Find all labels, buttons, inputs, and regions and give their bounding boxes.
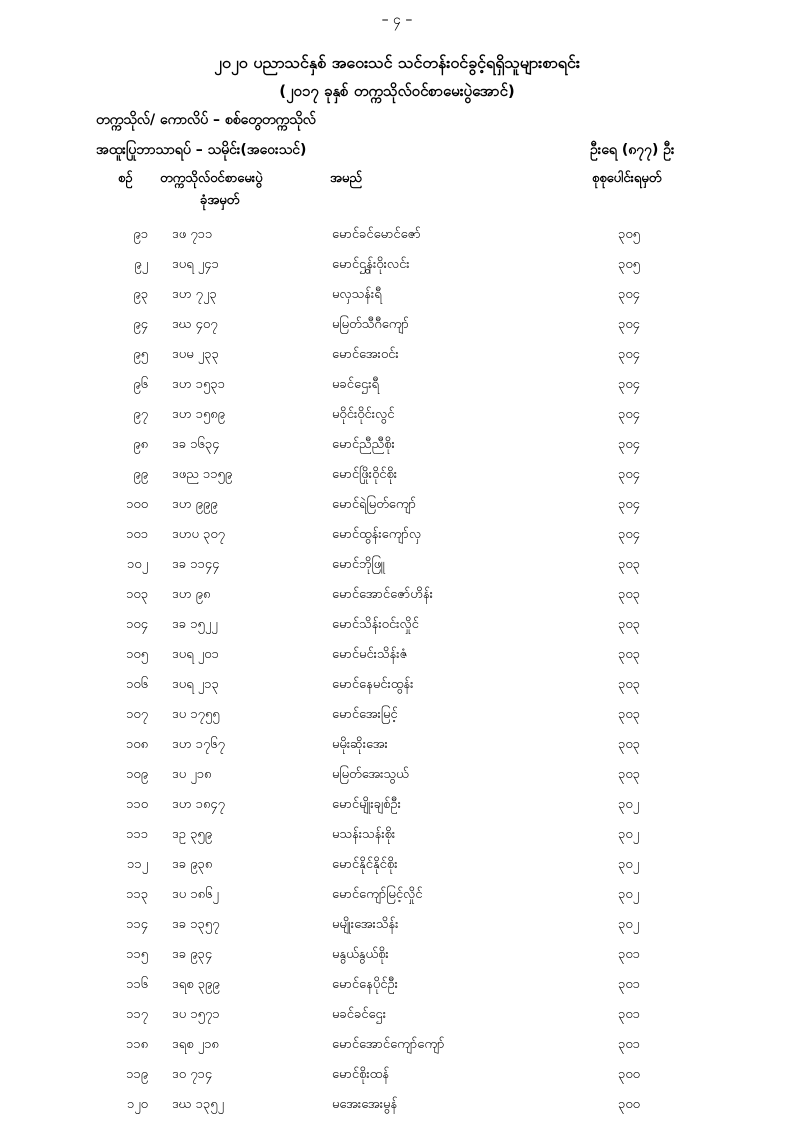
- table-row: [0, 732, 794, 762]
- total-marks: ၃၀၃: [618, 617, 640, 632]
- roll-number: ဒရစ ၃၉၉: [172, 977, 220, 992]
- table-row: [0, 1032, 794, 1062]
- row-number: ၉၂: [134, 257, 148, 272]
- row-number: ၁၀၄: [126, 617, 148, 632]
- table-row: [0, 342, 794, 372]
- table-row: [0, 252, 794, 282]
- total-marks: ၃၀၁: [618, 977, 640, 992]
- student-name: မခင်ခင်ဌေး: [332, 1007, 387, 1022]
- table-row: [0, 642, 794, 672]
- student-name: မအေးအေးမွန်: [332, 1097, 398, 1112]
- table-row: [0, 672, 794, 702]
- roll-number: ဒပ ၂၁၈: [172, 767, 212, 782]
- table-row: [0, 822, 794, 852]
- student-name: မောင်နိုင်နိုင်စိုး: [332, 857, 398, 872]
- total-marks: ၃၀၃: [618, 767, 640, 782]
- roll-number: ဒခ ၉၃၄: [172, 947, 213, 962]
- table-row: [0, 402, 794, 432]
- total-marks: ၃၀၂: [618, 857, 640, 872]
- student-name: မမြတ်အေးသွယ်: [332, 767, 409, 782]
- total-marks: ၃၀၃: [618, 707, 640, 722]
- roll-number: ဒဖည ၁၁၅၉: [172, 467, 233, 482]
- student-name: မောင်အေးဝင်း: [332, 347, 399, 362]
- table-row: [0, 762, 794, 792]
- headcount-line: ဦးရေ (၈၇၇) ဦး: [590, 142, 675, 158]
- roll-number: ဒရစ ၂၁၈: [172, 1037, 219, 1052]
- table-row: [0, 222, 794, 252]
- student-name: မောင်ရဲမြတ်ကျော်: [332, 497, 416, 512]
- row-number: ၁၁၉: [126, 1067, 148, 1082]
- roll-number: ဒဥ ၃၅၉: [172, 827, 213, 842]
- student-name: မနွယ်နွယ်စိုး: [332, 947, 389, 962]
- total-marks: ၃၀၃: [618, 587, 640, 602]
- student-name: မောင်ဌွန်းဝိုးလင်း: [332, 257, 410, 272]
- total-marks: ၃၀၂: [618, 797, 640, 812]
- roll-number: ဒပ ၁၅၇၁: [172, 1007, 220, 1022]
- roll-number: ဒပ ၁၇၅၅: [172, 707, 220, 722]
- student-name: မလှသန်းရီ: [332, 287, 382, 302]
- roll-number: ဒဟ ၇၂၃: [172, 287, 217, 302]
- row-number: ၁၀၈: [125, 737, 148, 752]
- total-marks: ၃၀၄: [618, 497, 640, 512]
- table-row: [0, 522, 794, 552]
- roll-number: ဒဃ ၁၃၅၂: [172, 1097, 224, 1112]
- header-no: စဉ်: [118, 171, 133, 186]
- table-row: [0, 1092, 794, 1122]
- student-name: မဝိုင်းဝိုင်းလွင်: [332, 407, 395, 422]
- row-number: ၁၁၄: [126, 917, 148, 932]
- table-row: [0, 462, 794, 492]
- header-roll-number: တက္ကသိုလ်ဝင်စာမေးပွဲ: [160, 171, 263, 186]
- roll-number: ဒဟ ၉၈: [172, 587, 211, 602]
- roll-number: ဒဃ ၄၀၇: [172, 317, 218, 332]
- total-marks: ၃၀၀: [618, 1067, 640, 1082]
- row-number: ၁၁၀: [126, 797, 148, 812]
- roll-number: ဒပမ ၂၃၃: [172, 347, 219, 362]
- total-marks: ၃၀၂: [618, 887, 640, 902]
- header-roll-number-line2: ခုံအမှတ်: [200, 193, 240, 208]
- table-row: [0, 852, 794, 882]
- student-name: မသန်းသန်းစိုး: [332, 827, 396, 842]
- table-row: [0, 972, 794, 1002]
- table-row: [0, 1002, 794, 1032]
- student-name: မောင်ကျော်မြင့်လှိုင်: [332, 887, 423, 902]
- roll-number: ဒဟ ၉၉၉: [172, 497, 218, 512]
- row-number: ၁၁၃: [126, 887, 148, 902]
- row-number: ၁၀၂: [126, 557, 148, 572]
- total-marks: ၃၀၄: [618, 317, 640, 332]
- results-table: [0, 222, 794, 1122]
- row-number: ၁၁၈: [125, 1037, 148, 1052]
- total-marks: ၃၀၁: [618, 947, 640, 962]
- student-name: မောင်မင်းသိန်းဇံ: [332, 647, 408, 662]
- row-number: ၁၁၅: [126, 947, 148, 962]
- roll-number: ဒခ ၁၅၂၂: [172, 617, 218, 632]
- table-row: [0, 282, 794, 312]
- row-number: ၉၁: [133, 227, 148, 242]
- total-marks: ၃၀၄: [618, 347, 640, 362]
- total-marks: ၃၀၃: [618, 557, 640, 572]
- subject-group-line: အထူးပြုဘာသာရပ် – သမိုင်း(အဝေးသင်): [96, 142, 307, 158]
- roll-number: ဒပရ ၂၁၃: [172, 677, 219, 692]
- total-marks: ၃၀၃: [618, 647, 640, 662]
- table-row: [0, 552, 794, 582]
- total-marks: ၃၀၂: [618, 917, 640, 932]
- table-row: [0, 492, 794, 522]
- student-name: မောင်ဖြိုးဝိုင်စိုး: [332, 467, 398, 482]
- roll-number: ဒဟ ၁၅၈၉: [172, 407, 225, 422]
- page-number: – ၄ –: [381, 12, 413, 28]
- student-name: မမျိုးအေးသိန်း: [332, 917, 399, 932]
- student-name: မောင်ထွန်းကျော်လှ: [332, 527, 422, 542]
- total-marks: ၃၀၄: [618, 287, 640, 302]
- roll-number: ဒဟ ၁၅၃၁: [172, 377, 225, 392]
- header-name: အမည်: [330, 171, 362, 186]
- table-row: [0, 702, 794, 732]
- row-number: ၉၉: [133, 467, 148, 482]
- row-number: ၉၄: [133, 317, 148, 332]
- student-name: မောင်အောင်ကျော်ကျော်: [332, 1037, 445, 1052]
- header-total-marks: စုစုပေါင်းရမှတ်: [592, 171, 662, 186]
- table-row: [0, 612, 794, 642]
- table-row: [0, 912, 794, 942]
- student-name: မမြတ်သီဂီကျော်: [332, 317, 409, 332]
- roll-number: ဒဟပ ၃၀၇: [172, 527, 225, 542]
- roll-number: ဒပ ၁၈၆၂: [172, 887, 219, 902]
- table-row: [0, 432, 794, 462]
- student-name: မခင်ဌေးရီ: [332, 377, 379, 392]
- roll-number: ဒဟ ၁၇၆၇: [172, 737, 225, 752]
- roll-number: ဒခ ၁၃၅၇: [172, 917, 220, 932]
- row-number: ၁၀၀: [126, 497, 148, 512]
- row-number: ၁၂၀: [126, 1097, 148, 1112]
- row-number: ၉၃: [133, 287, 148, 302]
- document-subtitle: (၂၀၁၇ ခုနှစ် တက္ကသိုလ်ဝင်စာမေးပွဲအောင်): [279, 82, 515, 100]
- row-number: ၁၀၆: [126, 677, 148, 692]
- total-marks: ၃၀၄: [618, 407, 640, 422]
- row-number: ၁၁၁: [126, 827, 148, 842]
- table-row: [0, 1062, 794, 1092]
- row-number: ၉၅: [133, 347, 148, 362]
- student-name: မောင်ခင်မောင်ဇော်: [332, 227, 421, 242]
- row-number: ၁၁၇: [126, 1007, 148, 1022]
- roll-number: ဒခ ၁၁၄၄: [172, 557, 220, 572]
- table-row: [0, 882, 794, 912]
- student-name: မောင်နေမင်းထွန်း: [332, 677, 414, 692]
- student-name: မောင်နေပိုင်ဦး: [332, 977, 398, 992]
- row-number: ၁၁၂: [126, 857, 148, 872]
- student-name: မမိုးဆိုးအေး: [332, 737, 388, 752]
- total-marks: ၃၀၄: [618, 437, 640, 452]
- total-marks: ၃၀၄: [618, 377, 640, 392]
- total-marks: ၃၀၄: [618, 527, 640, 542]
- row-number: ၁၁၆: [126, 977, 148, 992]
- total-marks: ၃၀၃: [618, 677, 640, 692]
- roll-number: ဒပရ ၂၄၁: [172, 257, 219, 272]
- table-row: [0, 792, 794, 822]
- total-marks: ၃၀၅: [618, 257, 640, 272]
- student-name: မောင်အေးမြင့်: [332, 707, 398, 722]
- student-name: မောင်စိုးထန်: [332, 1067, 389, 1082]
- student-name: မောင်ညီညီစိုး: [332, 437, 395, 452]
- row-number: ၉၆: [133, 377, 148, 392]
- total-marks: ၃၀၁: [618, 1007, 640, 1022]
- total-marks: ၃၀၄: [618, 467, 640, 482]
- row-number: ၁၀၃: [126, 587, 148, 602]
- total-marks: ၃၀၅: [618, 227, 640, 242]
- student-name: မောင်မျိုးချစ်ဦး: [332, 797, 401, 812]
- university-line: တက္ကသိုလ်/ ကောလိပ် – စစ်တွေတက္ကသိုလ်: [96, 112, 316, 128]
- roll-number: ဒခ ၉၃၈: [172, 857, 213, 872]
- row-number: ၁၀၇: [126, 707, 148, 722]
- row-number: ၉၇: [133, 407, 148, 422]
- total-marks: ၃၀၁: [618, 1037, 640, 1052]
- row-number: ၉၈: [133, 437, 148, 452]
- document-title: ၂၀၂၀ ပညာသင်နှစ် အဝေးသင် သင်တန်းဝင်ခွင့်ရရှိသူများစာရင်း: [214, 53, 580, 72]
- table-row: [0, 372, 794, 402]
- roll-number: ဒဟ ၁၈၄၇: [172, 797, 225, 812]
- total-marks: ၃၀၂: [618, 827, 640, 842]
- table-row: [0, 312, 794, 342]
- row-number: ၁၀၅: [126, 647, 148, 662]
- roll-number: ဒဖ ၇၁၁: [172, 227, 213, 242]
- table-row: [0, 942, 794, 972]
- roll-number: ဒဝ ၇၁၄: [172, 1067, 213, 1082]
- student-name: မောင်သိန်းဝင်းလှိုင်: [332, 617, 419, 632]
- total-marks: ၃၀၀: [618, 1097, 640, 1112]
- student-name: မောင်ဘိုဖြူ: [332, 557, 385, 572]
- total-marks: ၃၀၃: [618, 737, 640, 752]
- table-row: [0, 582, 794, 612]
- roll-number: ဒပရ ၂၀၁: [172, 647, 219, 662]
- row-number: ၁၀၉: [126, 767, 148, 782]
- row-number: ၁၀၁: [126, 527, 148, 542]
- student-name: မောင်အောင်ဇော်ဟိန်း: [332, 587, 433, 602]
- roll-number: ဒခ ၁၆၃၄: [172, 437, 220, 452]
